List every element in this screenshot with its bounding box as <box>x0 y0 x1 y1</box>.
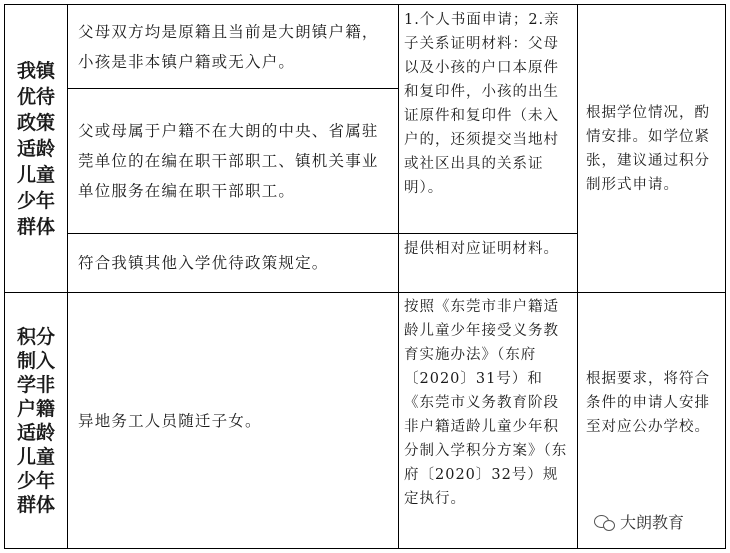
group-1-arrangement <box>578 5 725 292</box>
condition-text: 符合我镇其他入学优待政策规定。 <box>78 254 329 272</box>
group-1-title-line: 我镇 <box>16 59 55 82</box>
materials-text: 按照《东莞市非户籍适龄儿童少年接受义务教育实施办法》（东府〔2020〕31号）和《东莞市义务教育阶段非户籍适龄儿童少年积分制入学积分方案》（东府〔2020〕32号）规定执行。 <box>404 299 568 507</box>
group-1-title-line: 少年 <box>16 189 55 212</box>
group-2-title-line: 积分 <box>16 325 55 348</box>
group-2-title-line: 适龄 <box>16 421 55 444</box>
group-2-title-line: 学非 <box>16 373 55 396</box>
group-1-materials-3 <box>399 234 577 292</box>
group-2-title <box>5 293 67 548</box>
watermark <box>594 510 684 533</box>
watermark-text: 大朗教育 <box>620 513 685 532</box>
group-2-title-line: 制入 <box>16 349 55 372</box>
group-1-title-line: 群体 <box>16 215 55 238</box>
table-border-right <box>725 4 726 549</box>
group-1-condition-1 <box>68 5 398 88</box>
materials-text: 1.个人书面申请；2.亲子关系证明材料：父母以及小孩的户口本原件和复印件，小孩的出生证原件和复印件（未入户的，还须提交当地村或社区出具的关系证明）。 <box>404 12 560 196</box>
group-1-title-line: 优待 <box>16 85 55 108</box>
table-border-bottom <box>4 548 726 549</box>
group-2-title-line: 少年 <box>16 469 55 492</box>
group-1-title-line: 儿童 <box>16 163 55 186</box>
group-1-title-line: 政策 <box>16 111 55 134</box>
group-2-title-line: 儿童 <box>16 445 55 468</box>
group-2-title-line: 群体 <box>16 493 55 516</box>
group-1-materials-shared <box>399 5 577 233</box>
group-1-condition-2 <box>68 89 398 233</box>
arrangement-text: 根据学位情况，酌情安排。如学位紧张，建议通过积分制形式申请。 <box>586 104 710 193</box>
wechat-icon <box>594 514 616 530</box>
arrangement-text: 根据要求，将符合条件的申请人安排至对应公办学校。 <box>586 371 710 435</box>
condition-text: 异地务工人员随迁子女。 <box>78 411 262 430</box>
group-1-title <box>5 5 67 292</box>
group-2-title-line: 户籍 <box>16 397 55 420</box>
group-2-arrangement <box>578 293 725 513</box>
group-2-materials-1 <box>399 293 577 548</box>
condition-text: 父母双方均是原籍且当前是大朗镇户籍，小孩是非本镇户籍或无入户。 <box>78 22 379 71</box>
materials-text: 提供相对应证明材料。 <box>404 241 559 257</box>
condition-text: 父或母属于户籍不在大朗的中央、省属驻莞单位的在编在职干部职工、镇机关事业单位服务在编在职干部职工。 <box>78 122 379 200</box>
group-1-title-line: 适龄 <box>16 137 55 160</box>
group-1-condition-3 <box>68 234 398 292</box>
group-2-condition-1 <box>68 293 398 548</box>
